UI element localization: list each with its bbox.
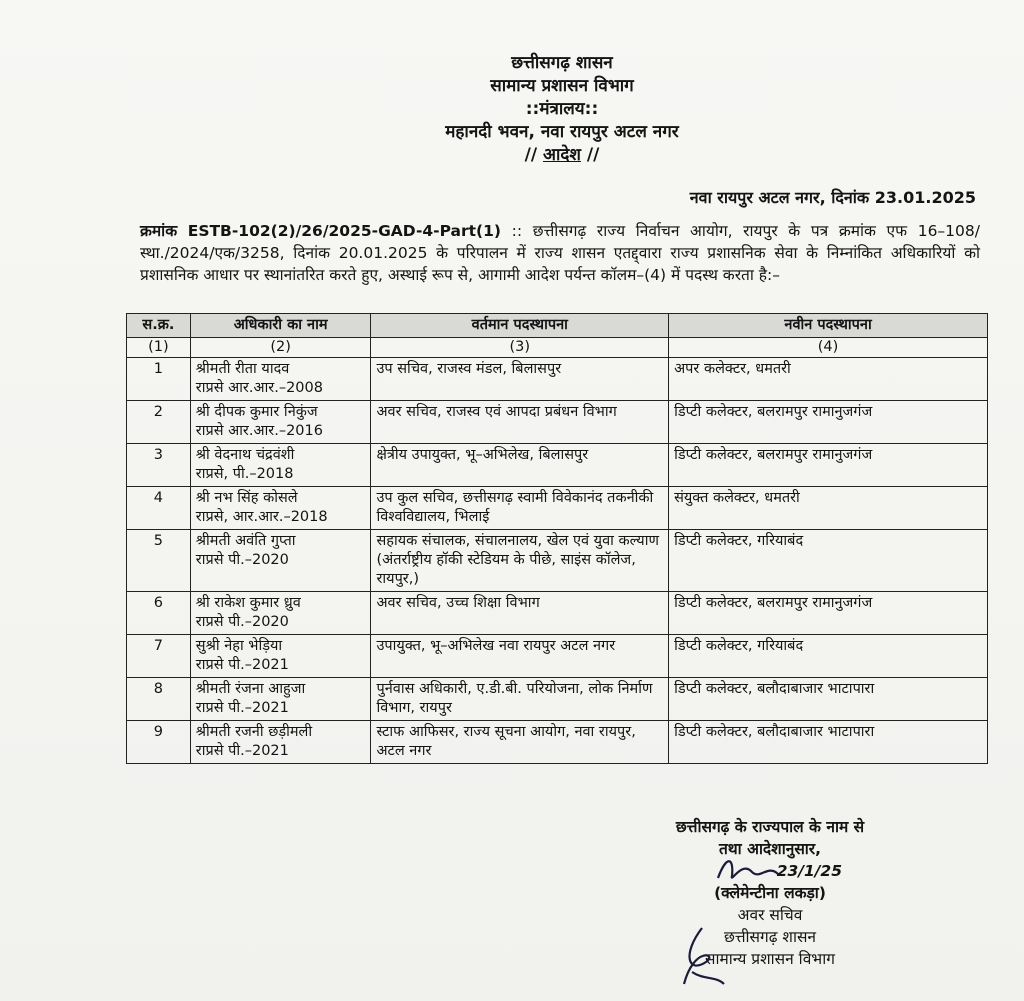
officer-cell bbox=[190, 530, 371, 592]
transfer-rows bbox=[127, 358, 988, 764]
col-number: (3) bbox=[371, 338, 669, 358]
column-number-row bbox=[127, 338, 988, 358]
current-posting: अवर सचिव, उच्च शिक्षा विभाग bbox=[371, 592, 669, 635]
officer-service: राप्रसे पी.–2021 bbox=[195, 743, 289, 759]
new-posting: संयुक्त कलेक्टर, धमतरी bbox=[669, 487, 988, 530]
serial-number: 4 bbox=[127, 487, 191, 530]
new-posting: डिप्टी कलेक्टर, बलौदाबाजार भाटापारा bbox=[669, 721, 988, 764]
signatory-govt: छत्तीसगढ़ शासन bbox=[723, 928, 817, 946]
officer-name: श्री वेदनाथ चंद्रवंशी bbox=[195, 447, 295, 463]
serial-number: 6 bbox=[127, 592, 191, 635]
officer-service: राप्रसे पी.–2021 bbox=[195, 700, 289, 716]
serial-number: 9 bbox=[127, 721, 191, 764]
officer-service: राप्रसे, पी.–2018 bbox=[195, 466, 294, 482]
officer-service: राप्रसे आर.आर.–2016 bbox=[195, 423, 323, 439]
officer-name: श्रीमती अवंति गुप्ता bbox=[195, 533, 296, 549]
table-row bbox=[127, 358, 988, 401]
officer-cell bbox=[190, 678, 371, 721]
officer-cell bbox=[190, 444, 371, 487]
department-name: सामान्य प्रशासन विभाग bbox=[490, 76, 634, 96]
office-address: महानदी भवन, नवा रायपुर अटल नगर bbox=[445, 122, 679, 142]
new-posting: अपर कलेक्टर, धमतरी bbox=[669, 358, 988, 401]
order-body bbox=[140, 220, 980, 286]
new-posting: डिप्टी कलेक्टर, बलौदाबाजार भाटापारा bbox=[669, 678, 988, 721]
officer-cell bbox=[190, 721, 371, 764]
officer-cell bbox=[190, 487, 371, 530]
order-text: :: छत्तीसगढ़ राज्य निर्वाचन आयोग, रायपुर के पत्र क्रमांक एफ 16–108/स्था./2024/एक/3258, दिनांक 20.01.2025 के परिपालन में राज्य शासन एतद्द्वारा राज्य प्रशासनिक सेवा के निम्नांकित अधिकारियों को प्रशासनिक आधार पर स्थानांतरित करते हुए, अस्थाई रूप से, आगामी आदेश पर्यन्त कॉलम–(4) में पदस्थ करता है:– bbox=[140, 222, 980, 284]
new-posting: डिप्टी कलेक्टर, बलरामपुर रामानुजगंज bbox=[669, 592, 988, 635]
order-suffix: // bbox=[586, 145, 600, 165]
officer-cell bbox=[190, 358, 371, 401]
new-posting: डिप्टी कलेक्टर, बलरामपुर रामानुजगंज bbox=[669, 444, 988, 487]
serial-number: 7 bbox=[127, 635, 191, 678]
officer-name: श्री नभ सिंह कोसले bbox=[195, 490, 298, 506]
serial-number: 8 bbox=[127, 678, 191, 721]
order-line: तथा आदेशानुसार, bbox=[718, 840, 822, 858]
handwritten-signature bbox=[708, 850, 818, 890]
new-posting: डिप्टी कलेक्टर, गरियाबंद bbox=[669, 530, 988, 592]
officer-service: राप्रसे पी.–2020 bbox=[195, 614, 289, 630]
officer-cell bbox=[190, 401, 371, 444]
signatory-department: सामान्य प्रशासन विभाग bbox=[705, 950, 835, 968]
table-row bbox=[127, 401, 988, 444]
new-posting: डिप्टी कलेक्टर, गरियाबंद bbox=[669, 635, 988, 678]
order-title-text: आदेश bbox=[543, 145, 581, 165]
signature-date: 23/1/25 bbox=[776, 862, 842, 880]
officer-name: श्री राकेश कुमार ध्रुव bbox=[195, 595, 301, 611]
serial-number: 3 bbox=[127, 444, 191, 487]
current-posting: सहायक संचालक, संचालनालय, खेल एवं युवा कल्याण (अंतर्राष्ट्रीय हॉकी स्टेडियम के पीछे, साइंस कॉलेज, रायपुर,) bbox=[371, 530, 669, 592]
current-posting: क्षेत्रीय उपायुक्त, भू–अभिलेख, बिलासपुर bbox=[371, 444, 669, 487]
order-number: ESTB-102(2)/26/2025-GAD-4-Part(1) bbox=[187, 222, 502, 240]
transfer-table bbox=[126, 313, 988, 764]
current-posting: पुर्नवास अधिकारी, ए.डी.बी. परियोजना, लोक निर्माण विभाग, रायपुर bbox=[371, 678, 669, 721]
governor-line: छत्तीसगढ़ के राज्यपाल के नाम से bbox=[675, 818, 865, 836]
current-posting: अवर सचिव, राजस्व एवं आपदा प्रबंधन विभाग bbox=[371, 401, 669, 444]
officer-service: राप्रसे पी.–2020 bbox=[195, 552, 289, 568]
col-header-name: अधिकारी का नाम bbox=[190, 314, 371, 338]
signatory-name: (क्लेमेन्टीना लकड़ा) bbox=[714, 884, 826, 902]
col-number: (4) bbox=[669, 338, 988, 358]
order-number-label: क्रमांक bbox=[140, 222, 178, 240]
officer-service: राप्रसे आर.आर.–2008 bbox=[195, 380, 323, 396]
current-posting: स्टाफ आफिसर, राज्य सूचना आयोग, नवा रायपुर, अटल नगर bbox=[371, 721, 669, 764]
officer-name: श्रीमती रीता यादव bbox=[195, 361, 290, 377]
current-posting: उप सचिव, राजस्व मंडल, बिलासपुर bbox=[371, 358, 669, 401]
current-posting: उप कुल सचिव, छत्तीसगढ़ स्वामी विवेकानंद तकनीकी विश्वविद्यालय, भिलाई bbox=[371, 487, 669, 530]
serial-number: 5 bbox=[127, 530, 191, 592]
officer-name: सुश्री नेहा भेड़िया bbox=[195, 638, 283, 654]
order-prefix: // bbox=[524, 145, 538, 165]
ministry-label: ::मंत्रालय:: bbox=[525, 99, 599, 119]
table-row bbox=[127, 721, 988, 764]
officer-cell bbox=[190, 592, 371, 635]
table-row bbox=[127, 678, 988, 721]
table-row bbox=[127, 444, 988, 487]
table-row bbox=[127, 592, 988, 635]
officer-name: श्रीमती रजनी छड़ीमली bbox=[195, 724, 313, 740]
serial-number: 2 bbox=[127, 401, 191, 444]
signature-block bbox=[560, 816, 980, 970]
col-header-serial: स.क्र. bbox=[127, 314, 191, 338]
order-title bbox=[100, 144, 1024, 167]
signatory-designation: अवर सचिव bbox=[737, 906, 803, 924]
officer-service: राप्रसे पी.–2021 bbox=[195, 657, 289, 673]
new-posting: डिप्टी कलेक्टर, बलरामपुर रामानुजगंज bbox=[669, 401, 988, 444]
initial-signature bbox=[672, 924, 732, 994]
officer-service: राप्रसे, आर.आर.–2018 bbox=[195, 509, 328, 525]
col-header-current: वर्तमान पदस्थापना bbox=[371, 314, 669, 338]
officer-name: श्रीमती रंजना आहुजा bbox=[195, 681, 306, 697]
officer-cell bbox=[190, 635, 371, 678]
order-dateline: नवा रायपुर अटल नगर, दिनांक 23.01.2025 bbox=[689, 188, 976, 207]
serial-number: 1 bbox=[127, 358, 191, 401]
col-number: (2) bbox=[190, 338, 371, 358]
current-posting: उपायुक्त, भू–अभिलेख नवा रायपुर अटल नगर bbox=[371, 635, 669, 678]
document-header bbox=[0, 52, 1024, 167]
col-number: (1) bbox=[127, 338, 191, 358]
col-header-new: नवीन पदस्थापना bbox=[669, 314, 988, 338]
govt-name: छत्तीसगढ़ शासन bbox=[511, 53, 613, 73]
table-row bbox=[127, 635, 988, 678]
table-row bbox=[127, 487, 988, 530]
table-header-row bbox=[127, 314, 988, 338]
officer-name: श्री दीपक कुमार निकुंज bbox=[195, 404, 318, 420]
table-row bbox=[127, 530, 988, 592]
